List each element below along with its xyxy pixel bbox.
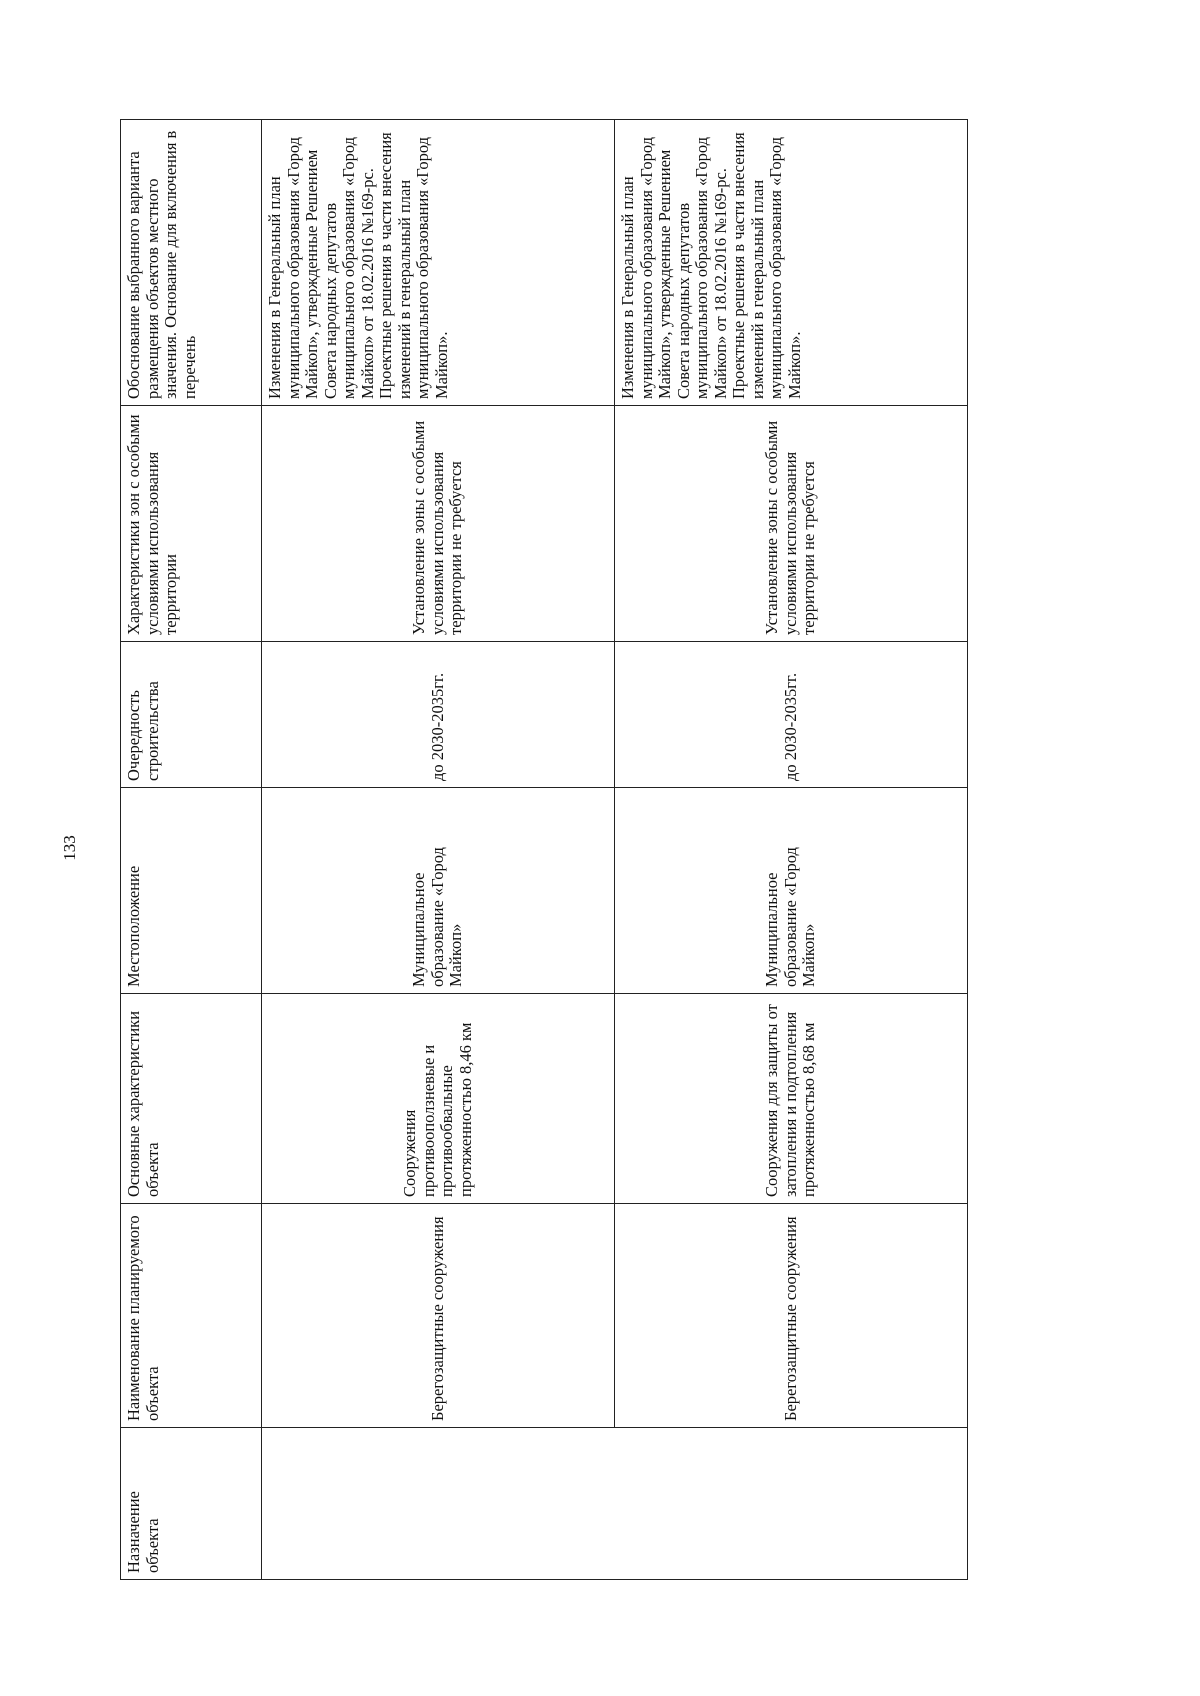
cell-object-name: Берегозащитные сооружения xyxy=(262,1204,615,1428)
cell-location: Муниципальное образование «Город Майкоп» xyxy=(615,788,968,994)
table-row xyxy=(615,120,968,1580)
table-row xyxy=(262,120,615,1580)
rotated-table-container xyxy=(120,120,960,1580)
cell-location: Муниципальное образование «Город Майкоп» xyxy=(262,788,615,994)
cell-schedule: до 2030-2035гг. xyxy=(262,642,615,788)
cell-object-name: Берегозащитные сооружения xyxy=(615,1204,968,1428)
header-characteristics: Основные характеристики объекта xyxy=(121,994,262,1204)
cell-zones: Установление зоны с особыми условиями использования территории не требуется xyxy=(615,406,968,642)
header-zones: Характеристики зон с особыми условиями использования территории xyxy=(121,406,262,642)
header-location: Местоположение xyxy=(121,788,262,994)
cell-schedule: до 2030-2035гг. xyxy=(615,642,968,788)
cell-justification: Изменения в Генеральный план муниципального образования «Город Майкоп», утвержденные Решением Совета народных депутатов муниципального образования «Город Майкоп» от 18.02.2016 №169-рс. Проектные решения в части внесения изменений в генеральный план муниципального образования «Город Майкоп». xyxy=(262,120,615,406)
header-object-name: Наименование планируемого объекта xyxy=(121,1204,262,1428)
page-number: 133 xyxy=(60,835,79,861)
header-schedule: Очередность строительства xyxy=(121,642,262,788)
table-header-row xyxy=(121,120,262,1580)
cell-zones: Установление зоны с особыми условиями использования территории не требуется xyxy=(262,406,615,642)
cell-justification: Изменения в Генеральный план муниципального образования «Город Майкоп», утвержденные Решением Совета народных депутатов муниципального образования «Город Майкоп» от 18.02.2016 №169-рс. Проектные решения в части внесения изменений в генеральный план муниципального образования «Город Майкоп». xyxy=(615,120,968,406)
planned-objects-table xyxy=(120,119,968,1580)
header-justification: Обоснование выбранного варианта размещения объектов местного значения. Основание для включения в перечень xyxy=(121,120,262,406)
header-purpose: Назначение объекта xyxy=(121,1428,262,1580)
cell-characteristics: Сооружения противооползневые и противообвальные протяженностью 8,46 км xyxy=(262,994,615,1204)
cell-characteristics: Сооружения для защиты от затопления и подтопления протяженностью 8,68 км xyxy=(615,994,968,1204)
cell-purpose xyxy=(262,1428,968,1580)
